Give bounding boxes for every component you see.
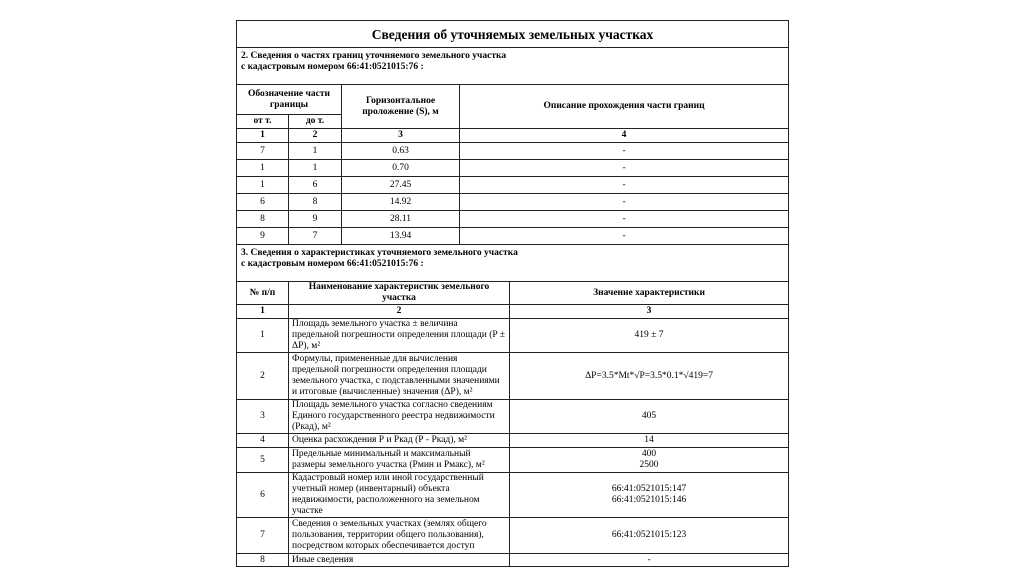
col-num: 2 <box>289 129 342 143</box>
cell-desc: - <box>460 160 789 177</box>
cell-no: 7 <box>237 518 289 554</box>
table-row <box>237 211 789 228</box>
cell-no: 1 <box>237 319 289 353</box>
cell-name: Сведения о земельных участках (землях общего пользования, территории общего пользования), посредством которых обеспечивается доступ <box>289 518 510 554</box>
col-num: 3 <box>342 129 460 143</box>
table-row <box>237 518 789 554</box>
cell-value-line: 66:41:0521015:146 <box>611 495 687 505</box>
cell-value: 405 <box>510 400 789 434</box>
col-header-length: Горизонтальное проложение (S), м <box>342 85 460 129</box>
cell-no: 3 <box>237 400 289 434</box>
cell-value: - <box>510 554 789 567</box>
cell-desc: - <box>460 143 789 160</box>
cell-to: 7 <box>289 228 342 245</box>
cell-from: 7 <box>237 143 289 160</box>
cell-name: Формулы, примененные для вычисления предельной погрешности определения площади земельного участка, с подставленными значениями и итоговые (вычисленные) значения (ΔP), м² <box>289 353 510 400</box>
cell-no: 4 <box>237 434 289 448</box>
table-row <box>237 554 789 567</box>
cell-to: 9 <box>289 211 342 228</box>
table-row <box>237 194 789 211</box>
table-row <box>237 353 789 400</box>
cell-name: Оценка расхождения Р и Ркад (Р - Ркад), м² <box>289 434 510 448</box>
table-row <box>237 448 789 473</box>
col-header-value: Значение характеристики <box>510 282 789 305</box>
section3-heading-line1: 3. Сведения о характеристиках уточняемого земельного участка <box>241 248 518 258</box>
cell-to: 1 <box>289 160 342 177</box>
cell-value: 66:41:0521015:123 <box>510 518 789 554</box>
cell-no: 8 <box>237 554 289 567</box>
cell-length: 28.11 <box>342 211 460 228</box>
table-row <box>237 177 789 194</box>
cell-length: 13.94 <box>342 228 460 245</box>
cell-desc: - <box>460 228 789 245</box>
section3-heading-line2: с кадастровым номером 66:41:0521015:76 : <box>241 259 424 269</box>
cell-from: 1 <box>237 160 289 177</box>
section2-heading <box>237 48 789 85</box>
cell-value-line: 2500 <box>639 460 659 470</box>
col-num: 1 <box>237 129 289 143</box>
cell-to: 6 <box>289 177 342 194</box>
cell-name: Площадь земельного участка согласно сведениям Единого государственного реестра недвижимости (Ркад), м² <box>289 400 510 434</box>
col-num: 1 <box>237 305 289 319</box>
cell-value: ΔP=3.5*Mt*√P=3.5*0.1*√419=7 <box>510 353 789 400</box>
cell-to: 8 <box>289 194 342 211</box>
cell-from: 8 <box>237 211 289 228</box>
cell-name: Площадь земельного участка ± величина предельной погрешности определения площади (P ± ΔP), м² <box>289 319 510 353</box>
cell-length: 27.45 <box>342 177 460 194</box>
section2-heading-line2: с кадастровым номером 66:41:0521015:76 : <box>241 62 424 72</box>
cell-value <box>510 448 789 473</box>
cell-value-line: 400 <box>641 449 657 459</box>
cell-value-line: 66:41:0521015:147 <box>611 484 687 494</box>
cell-to: 1 <box>289 143 342 160</box>
document-title: Сведения об уточняемых земельных участках <box>237 21 789 48</box>
cell-length: 14.92 <box>342 194 460 211</box>
document-table <box>236 20 789 567</box>
cell-no: 2 <box>237 353 289 400</box>
col-header-to: до т. <box>289 115 342 129</box>
table-row <box>237 434 789 448</box>
cell-from: 1 <box>237 177 289 194</box>
section2-heading-line1: 2. Сведения о частях границ уточняемого земельного участка <box>241 51 507 61</box>
cell-name: Предельные минимальный и максимальный размеры земельного участка (Рмин и Рмакс), м² <box>289 448 510 473</box>
cell-no: 6 <box>237 473 289 518</box>
cell-value: 14 <box>510 434 789 448</box>
table-row <box>237 400 789 434</box>
col-header-name: Наименование характеристик земельного участка <box>289 282 510 305</box>
col-num: 3 <box>510 305 789 319</box>
cell-desc: - <box>460 177 789 194</box>
col-num: 4 <box>460 129 789 143</box>
table-row <box>237 143 789 160</box>
cell-name: Иные сведения <box>289 554 510 567</box>
cell-desc: - <box>460 211 789 228</box>
cell-from: 9 <box>237 228 289 245</box>
cell-name: Кадастровый номер или иной государственный учетный номер (инвентарный) объекта недвижимости, расположенного на земельном участке <box>289 473 510 518</box>
table-row <box>237 319 789 353</box>
col-header-from: от т. <box>237 115 289 129</box>
cell-value: 419 ± 7 <box>510 319 789 353</box>
cell-length: 0.70 <box>342 160 460 177</box>
col-header-no: № п/п <box>237 282 289 305</box>
document-page <box>236 20 788 567</box>
col-header-desc: Описание прохождения части границ <box>460 85 789 129</box>
table-row <box>237 473 789 518</box>
cell-value <box>510 473 789 518</box>
col-num: 2 <box>289 305 510 319</box>
cell-no: 5 <box>237 448 289 473</box>
table-row <box>237 228 789 245</box>
cell-length: 0.63 <box>342 143 460 160</box>
cell-desc: - <box>460 194 789 211</box>
col-header-part: Обозначение части границы <box>237 85 342 115</box>
section3-heading <box>237 245 789 282</box>
table-row <box>237 160 789 177</box>
cell-from: 6 <box>237 194 289 211</box>
